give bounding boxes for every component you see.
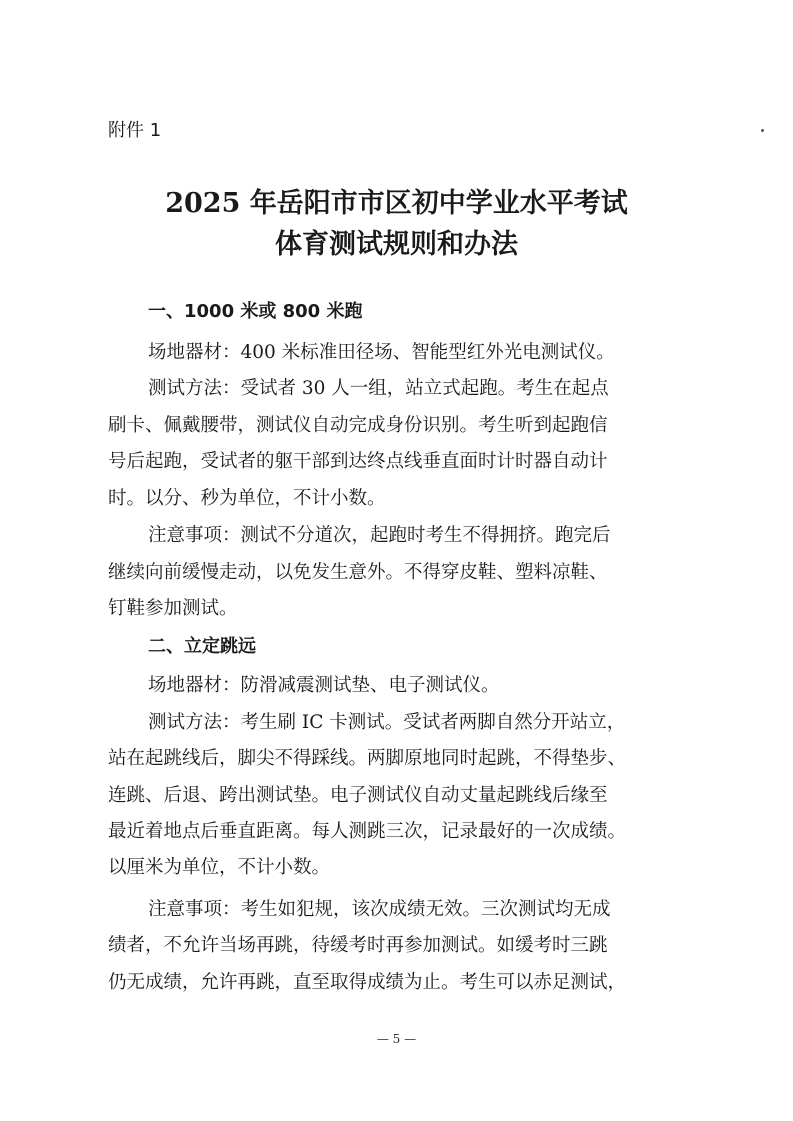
section-heading-long-jump: 二、立定跳远 xyxy=(148,636,256,657)
document-title-line-1: 2025 年岳阳市市区初中学业水平考试 xyxy=(165,188,628,219)
section-method-line: 站在起跳线后，脚尖不得踩线。两脚原地同时起跳，不得垫步、 xyxy=(108,748,627,769)
section-heading-running: 一、1000 米或 800 米跑 xyxy=(148,301,363,322)
scan-speck xyxy=(761,129,764,132)
attachment-label: 附件 1 xyxy=(108,120,162,141)
section-notes-line: 钉鞋参加测试。 xyxy=(108,598,238,619)
section-method-line: 测试方法：受试者 30 人一组，站立式起跑。考生在起点 xyxy=(148,378,609,399)
section-method-line: 最近着地点后垂直距离。每人测跳三次，记录最好的一次成绩。 xyxy=(108,821,627,842)
document-title-line-2: 体育测试规则和办法 xyxy=(275,229,518,260)
section-notes-line: 仍无成绩，允许再跳，直至取得成绩为止。考生可以赤足测试， xyxy=(108,972,627,993)
section-notes-line: 绩者，不允许当场再跳，待缓考时再参加测试。如缓考时三跳 xyxy=(108,935,608,956)
section-method-line: 时。以分、秒为单位，不计小数。 xyxy=(108,488,386,509)
section-equipment: 场地器材：防滑减震测试垫、电子测试仪。 xyxy=(148,675,500,696)
section-method-line: 刷卡、佩戴腰带，测试仪自动完成身份识别。考生听到起跑信 xyxy=(108,415,608,436)
page-number: — 5 — xyxy=(376,1032,417,1046)
section-equipment: 场地器材：400 米标准田径场、智能型红外光电测试仪。 xyxy=(148,342,615,363)
section-notes-line: 注意事项：考生如犯规，该次成绩无效。三次测试均无成 xyxy=(148,899,611,920)
section-method-line: 号后起跑，受试者的躯干部到达终点线垂直面时计时器自动计 xyxy=(108,451,608,472)
section-method-line: 以厘米为单位，不计小数。 xyxy=(108,857,331,878)
section-notes-line: 注意事项：测试不分道次，起跑时考生不得拥挤。跑完后 xyxy=(148,525,611,546)
section-method-line: 连跳、后退、跨出测试垫。电子测试仪自动丈量起跳线后缘至 xyxy=(108,785,608,806)
section-notes-line: 继续向前缓慢走动，以免发生意外。不得穿皮鞋、塑料凉鞋、 xyxy=(108,562,608,583)
section-method-line: 测试方法：考生刷 IC 卡测试。受试者两脚自然分开站立， xyxy=(148,712,626,733)
